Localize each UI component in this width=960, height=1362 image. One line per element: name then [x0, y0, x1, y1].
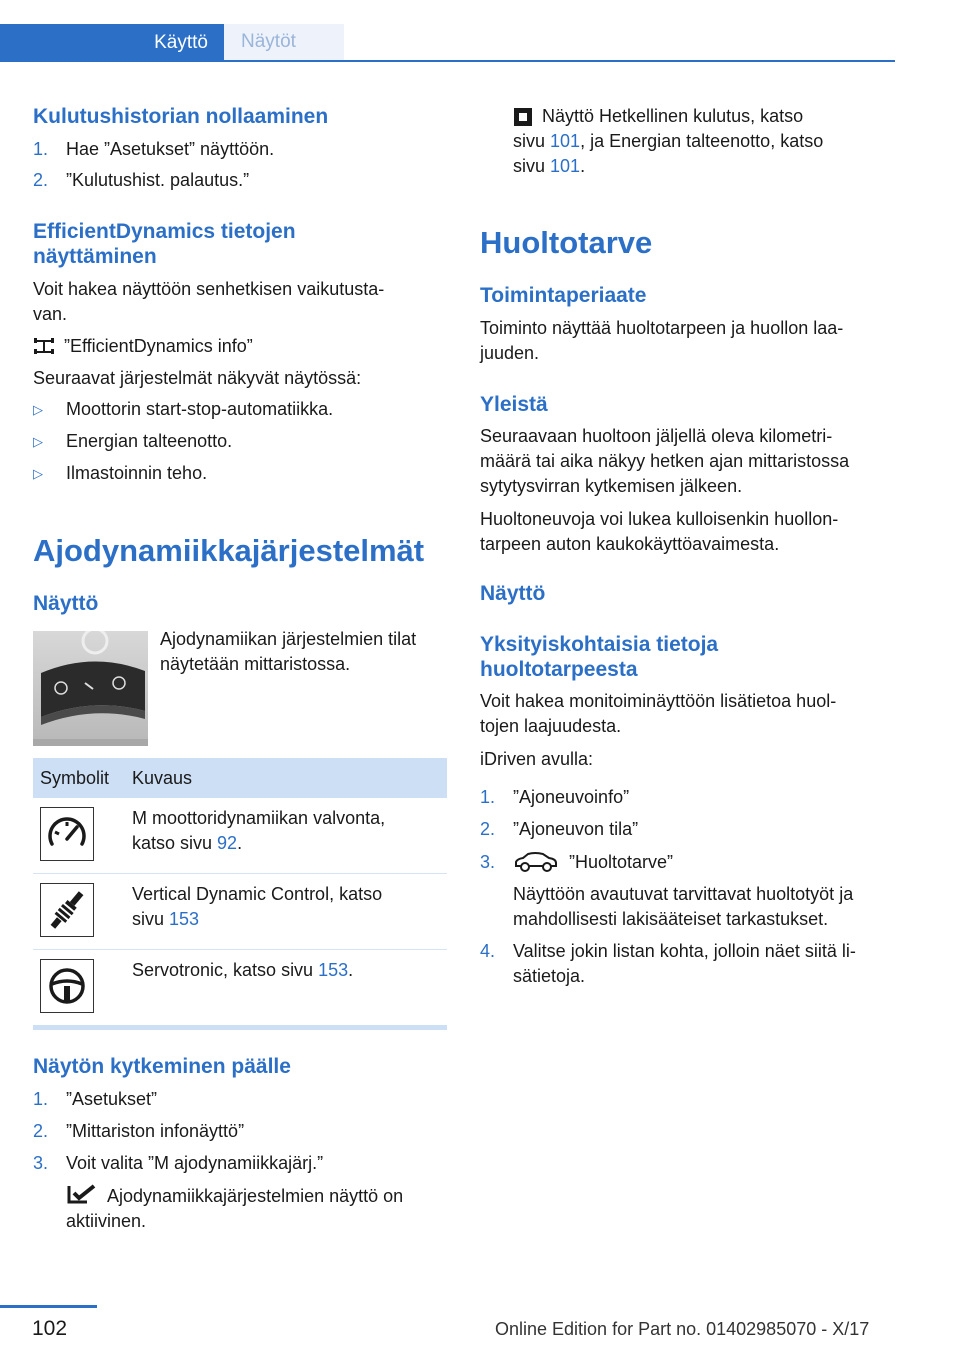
service-heading: Huoltotarve — [480, 225, 653, 260]
details-heading: Yksityiskohtaisia tietoja — [480, 633, 719, 656]
ed-bullet: Ilmastoinnin teho. — [66, 463, 208, 483]
service-step-text: ”Ajoneuvon tila” — [513, 819, 639, 839]
ed-paragraph: Voit hakea näyttöön senhetkisen vaikutusta‐ — [33, 279, 385, 299]
symbols-table-header — [33, 758, 447, 798]
service-step-sub-cont: mahdollisesti lakisääteiset tarkastukset. — [513, 909, 829, 929]
reset-step-num: 1. — [33, 139, 49, 159]
col-symbols: Symbolit — [40, 768, 110, 788]
desc-text: katso sivu — [132, 833, 218, 853]
table-row-desc: Vertical Dynamic Control, katso — [132, 884, 383, 904]
service-step-num: 3. — [480, 852, 496, 872]
table-row-desc-cont — [132, 831, 242, 856]
on-step-text: Voit valita ”M ajodynamiikkajärj.” — [66, 1153, 324, 1173]
principle-paragraph: Toiminto näyttää huoltotarpeen ja huollon laa‐ — [480, 318, 844, 338]
general-paragraph: Seuraavaan huoltoon jäljellä oleva kilometri‐ — [480, 426, 833, 446]
ed-systems-intro: Seuraavat järjestelmät näkyvät näytössä: — [33, 368, 362, 388]
page-link[interactable]: 101 — [550, 156, 581, 176]
tab-kaytto[interactable]: Käyttö — [0, 24, 224, 62]
header-rule — [0, 60, 895, 62]
reset-step-text: Hae ”Asetukset” näyttöön. — [66, 139, 275, 159]
ed-heading: EfficientDynamics tietojen — [33, 220, 296, 243]
page-link[interactable]: 92 — [217, 833, 238, 853]
details-heading-cont: huoltotarpeesta — [480, 658, 638, 681]
desc-text: . — [237, 833, 243, 853]
page-number: 102 — [32, 1317, 68, 1340]
ed-menu-item: ”EfficientDynamics info” — [64, 336, 253, 356]
bullet-triangle-icon: ▷ — [33, 434, 43, 449]
footer-rule — [0, 1305, 97, 1308]
car-status-icon — [33, 336, 55, 356]
page-link[interactable]: 153 — [169, 909, 200, 929]
table-row-divider — [33, 949, 447, 950]
on-note: Ajodynamiikkajärjestelmien näyttö on — [107, 1186, 404, 1206]
general-paragraph-2-cont: tarpeen auton kaukokäyttöavaimesta. — [480, 534, 780, 554]
square-indicator-icon — [513, 107, 533, 127]
idrive-intro: iDriven avulla: — [480, 749, 594, 769]
table-row-desc: M moottoridynamiikan valvonta, — [132, 808, 386, 828]
speedometer-icon — [40, 807, 94, 861]
bullet-triangle-icon: ▷ — [33, 402, 43, 417]
service-step-text: ”Huoltotarve” — [569, 852, 674, 872]
header-tabs — [0, 24, 895, 62]
reset-heading: Kulutushistorian nollaaminen — [33, 105, 329, 128]
display-heading: Näyttö — [33, 592, 99, 615]
service-step-sub: Näyttöön avautuvat tarvittavat huoltotyöt ja — [513, 884, 854, 904]
service-step-text: ”Ajoneuvoinfo” — [513, 787, 630, 807]
reset-step-num: 2. — [33, 170, 49, 190]
on-step-num: 1. — [33, 1089, 49, 1109]
page-link[interactable]: 101 — [550, 131, 581, 151]
general-paragraph-cont: sytytysvirran kytkemisen jälkeen. — [480, 476, 743, 496]
intro-text: , ja Energian talteenotto, katso — [580, 131, 824, 151]
on-note-cont: aktiivinen. — [66, 1211, 147, 1231]
right-intro-cont — [513, 129, 823, 154]
steering-wheel-icon — [40, 959, 94, 1013]
on-step-num: 3. — [33, 1153, 49, 1173]
on-step-text: ”Asetukset” — [66, 1089, 158, 1109]
details-paragraph: Voit hakea monitoiminäyttöön lisätietoa huol‐ — [480, 691, 837, 711]
general-paragraph-2: Huoltoneuvoja voi lukea kulloisenkin huollon‐ — [480, 509, 839, 529]
service-step-num: 2. — [480, 819, 496, 839]
edition-text: Online Edition for Part no. 01402985070 - X/17 — [495, 1319, 870, 1339]
desc-text: Servotronic, katso sivu — [132, 960, 319, 980]
car-service-icon — [513, 851, 559, 873]
reset-step-text: ”Kulutushist. palautus.” — [66, 170, 250, 190]
table-row-desc — [132, 958, 353, 983]
ed-bullet: Moottorin start-stop-automatiikka. — [66, 399, 334, 419]
ed-paragraph-cont: van. — [33, 304, 68, 324]
principle-paragraph-cont: juuden. — [480, 343, 540, 363]
service-step-text: Valitse jokin listan kohta, jolloin näet siitä li‐ — [513, 941, 856, 961]
tab-naytot[interactable]: Näytöt — [224, 24, 344, 60]
right-intro-cont — [513, 154, 585, 179]
service-step-text-cont: sätietoja. — [513, 966, 586, 986]
intro-text: sivu — [513, 156, 551, 176]
col-description: Kuvaus — [132, 768, 193, 788]
ed-heading-cont: näyttäminen — [33, 245, 157, 268]
drive-dynamics-heading: Ajodynamiikkajärjestelmät — [33, 533, 425, 568]
on-step-num: 2. — [33, 1121, 49, 1141]
intro-text: . — [580, 156, 586, 176]
service-step-num: 1. — [480, 787, 496, 807]
general-heading: Yleistä — [480, 393, 548, 416]
table-row-divider — [33, 873, 447, 874]
on-step-text: ”Mittariston infonäyttö” — [66, 1121, 245, 1141]
shock-absorber-icon — [40, 883, 94, 937]
ed-bullet: Energian talteenotto. — [66, 431, 233, 451]
right-intro: Näyttö Hetkellinen kulutus, katso — [542, 106, 804, 126]
desc-text: sivu — [132, 909, 170, 929]
display-paragraph-cont: näytetään mittaristossa. — [160, 654, 351, 674]
display-heading-right: Näyttö — [480, 582, 546, 605]
display-on-heading: Näytön kytkeminen päälle — [33, 1055, 291, 1078]
intro-text: sivu — [513, 131, 551, 151]
details-paragraph-cont: tojen laajuudesta. — [480, 716, 622, 736]
principle-heading: Toimintaperiaate — [480, 284, 647, 307]
instrument-cluster-image — [33, 631, 148, 746]
display-paragraph: Ajodynamiikan järjestelmien tilat — [160, 629, 417, 649]
table-row-desc-cont — [132, 907, 199, 932]
general-paragraph-cont: määrä tai aika näkyy hetken ajan mittaristossa — [480, 451, 850, 471]
desc-text: . — [348, 960, 354, 980]
table-bottom-rule — [33, 1025, 447, 1030]
bullet-triangle-icon: ▷ — [33, 466, 43, 481]
service-step-num: 4. — [480, 941, 496, 961]
check-flag-icon — [66, 1184, 98, 1204]
page-link[interactable]: 153 — [318, 960, 349, 980]
